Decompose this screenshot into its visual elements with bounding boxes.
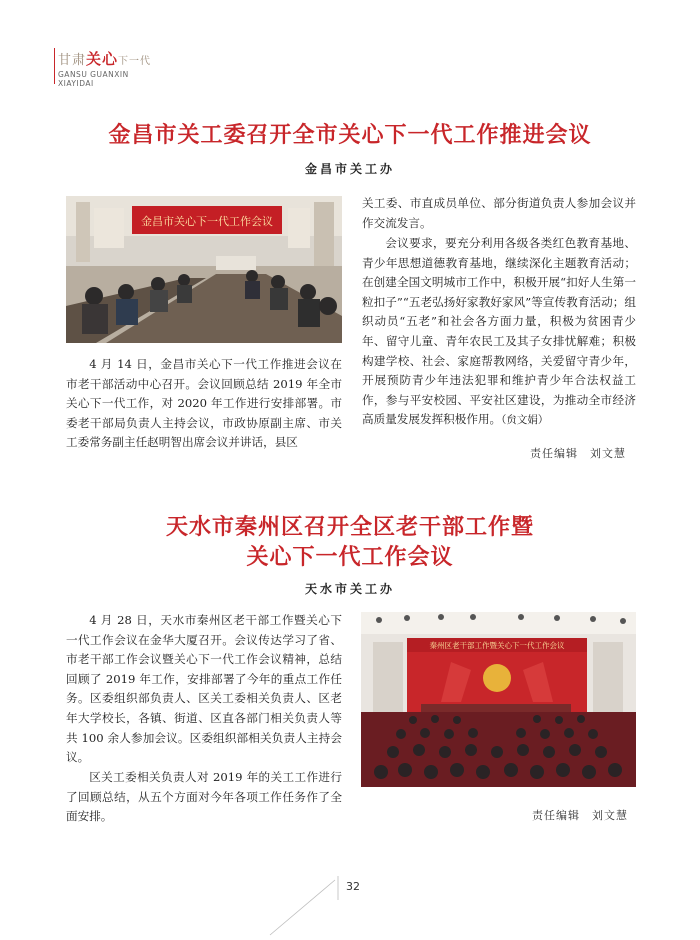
article1-editor: 责任编辑 刘文慧 <box>530 447 626 460</box>
article2-editor: 责任编辑 刘文慧 <box>532 809 628 822</box>
article2-text-2: 区关工委相关负责人对 2019 年的关工工作进行了回顾总结，从五个方面对今年各项工作任务作了全面安排。 <box>66 770 342 824</box>
article1-author: 金昌市关工办 <box>304 162 395 176</box>
article2-text-1: 4 月 28 日，天水市秦州区老干部工作暨关心下一代工作会议在金华大厦召开。会议传达学习了省、市老干部工作会议暨关心下一代工作会议精神，总结回顾了 2019 年工作，安排部署了今年的重点工作任务。区委组织部负责人、区关工委相关负责人、区老年大学校长，各镇、街道、区直各部门相关负责人等共 100 余人参加会议。区委组织部相关负责人主持会议。 <box>66 613 342 765</box>
article2-title-line1: 天水市秦州区召开全区老干部工作暨 <box>165 514 534 540</box>
article1-left-text: 4 月 14 日，金昌市关心下一代工作推进会议在市老干部活动中心召开。会议回顾总结 2019 年全市关心下一代工作，对 2020 年工作进行安排部署。市委老干部局负责人主持会议，市政协原副主席、市关工委常务副主任赵明智出席会议并讲话，县区 <box>66 357 342 450</box>
article1-photo-banner: 金昌市关心下一代工作会议 <box>141 215 273 228</box>
article2-author: 天水市关工办 <box>304 582 395 596</box>
page-number: 32 <box>346 880 360 893</box>
article1-right-text-1: 关工委、市直成员单位、部分街道负责人参加会议并作交流发言。 <box>362 196 636 230</box>
logo-english: GANSU GUANXIN XIAYIDAI <box>58 70 129 88</box>
article1-reporter: （贠文娟） <box>501 414 549 427</box>
article2-photo-banner: 秦州区老干部工作暨关心下一代工作会议 <box>429 641 565 650</box>
article1-title: 金昌市关工委召开全市关心下一代工作推进会议 <box>108 122 592 148</box>
article1-right-text-2: 会议要求，要充分利用各级各类红色教育基地、青少年思想道德教育基地，继续深化主题教育活动；在创建全国文明城市工作中，积极开展“扣好人生第一粒扣子”“五老弘扬好家教好家风”等宣传教育活动；组织动员“五老”和社会各方面力量，积极为贫困青少年、留守儿童、青年农民工及其子女排忧解难；积极构建学校、社会、家庭帮教网络，关爱留守青少年，开展预防青少年违法犯罪和维护青少年合法权益工作，参与平安校园、平安社区建设，为推动全市经济高质量发展发挥积极作用。（贠文娟） <box>362 236 636 427</box>
logo-chinese: 甘肃关心下一代 <box>58 50 152 68</box>
article2-title-line2: 关心下一代工作会议 <box>246 544 454 570</box>
